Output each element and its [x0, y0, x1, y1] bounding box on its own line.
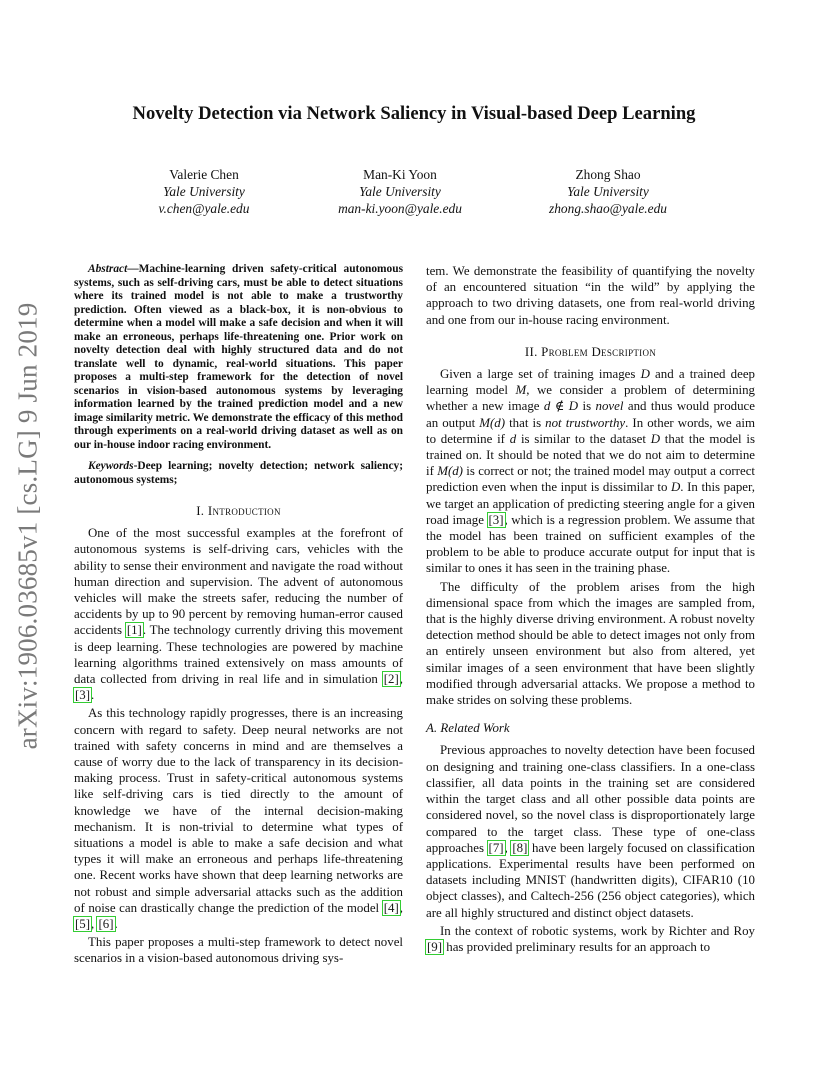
section-heading-introduction: I. Introduction [196, 504, 281, 518]
author-block [94, 166, 314, 217]
keywords [74, 460, 403, 487]
citation-link[interactable]: [4] [383, 900, 399, 915]
paragraph: As this technology rapidly progresses, there is an increasing concern with regard to safety. Deep neural networks are not trained with safety concerns in mind and are themselves a cause of worry due to the lack of transparency in its decision-making process. Trust in safety-critical autonomous systems like self-driving cars is tied directly to the amount of knowledge we have of the internal decision-making mechanism. It is non-trivial to determine what types of situations a model is able to make a safe decision and what types it will make an erroneous and perhaps life-threatening one. Recent works have shown that deep learning networks are not robust and simple adversarial attacks such as the addition of noise can drastically change the prediction of the model [4], [5], [6]. [74, 706, 403, 932]
section-heading-problem-description: II. Problem Description [524, 344, 657, 359]
paragraph: Previous approaches to novelty detection have been focused on designing and training one-class classifiers. In a one-class classifier, all data points in the training set are considered within the target class and all other possible data points are considered novel, so the novel class is disproportionately large compared to the target class. These type of one-class approaches [7], [8] have been largely focused on classification applications. Experimental results have been performed on datasets including MNIST (handwritten digits), CIFAR10 (10 object classes), and Caltech-256 (256 object categories), which are all highly structured and distinct object datasets. [426, 743, 755, 920]
math: M(d) [437, 464, 463, 479]
author-affiliation: Yale University [359, 184, 441, 199]
paragraph: In the context of robotic systems, work by Richter and Roy [9] has provided preliminary results for an approach to [427, 923, 755, 954]
author-affiliation: Yale University [163, 184, 245, 199]
author-name: Zhong Shao [575, 167, 641, 182]
abstract [74, 263, 403, 452]
subsection-heading-related-work: A. Related Work [426, 721, 510, 736]
arxiv-stamp-text: arXiv:1906.03685v1 [cs.LG] 9 Jun 2019 [12, 302, 43, 750]
paragraph: Given a large set of training images D and a trained deep learning model M, we consider a problem of determining whether a new image d ∉ D is novel and thus would produce an output M(d) that is not trustworthy. In other words, we aim to determine if d is similar to the dataset D that the model is trained on. It should be noted that we do not aim to determine if M(d) is correct or not; the trained model may output a correct prediction even when the input is dissimilar to D. In this paper, we target an application of predicting steering angle for a given road image [3], which is a regression problem. We assume that the model has been trained on sufficient examples of the problem to be able to produce accurate output for input that is similar to ones it has seen in the training phase. [426, 367, 755, 576]
math: M [515, 383, 527, 398]
author-email: zhong.shao@yale.edu [549, 201, 667, 216]
citation-link[interactable]: [2] [383, 672, 399, 687]
left-column [74, 263, 403, 967]
citation-link[interactable]: [5] [75, 917, 91, 932]
author-name: Man-Ki Yoon [363, 167, 437, 182]
author-affiliation: Yale University [567, 184, 649, 199]
abstract-text: —Machine-learning driven safety-critical autonomous systems, such as self-driving cars, must be able to detect situations where its trained model is not able to make a trustworthy prediction. Often viewed as a black-box, it is non-obvious to determine when a model will make a safe decision and when it will make an erroneous, perhaps life-threatening one. Prior work on novelty detection deal with highly structured data and do not translate well to dynamic, real-world situations. This paper proposes a multi-step framework for the detection of novel scenarios in vision-based autonomous systems by leveraging information learned by the trained prediction model and a new image similarity metric. We demonstrate the efficacy of this method through experiments on a real-world driving dataset as well as on our in-house indoor racing environment. [74, 263, 403, 451]
paragraph: This paper proposes a multi-step framework to detect novel scenarios in a vision-based autonomous driving sys- [74, 935, 403, 966]
math: d ∉ D [543, 399, 579, 414]
citation-link[interactable]: [1] [126, 623, 142, 638]
citation-link[interactable]: [6] [98, 917, 114, 932]
author-email: v.chen@yale.edu [158, 201, 250, 216]
abstract-label: Abstract [88, 263, 128, 275]
citation-link[interactable]: [9] [427, 939, 443, 954]
math: M(d) [479, 415, 506, 430]
keywords-text: -Deep learning; novelty detection; network saliency; autonomous systems; [74, 460, 403, 486]
citation-link[interactable]: [8] [512, 840, 528, 855]
math: D [640, 367, 650, 382]
citation-link[interactable]: [3] [75, 688, 91, 703]
right-column [426, 263, 755, 955]
paragraph: The difficulty of the problem arises from the high dimensional space from which the images are sampled from, that is the highly diverse driving environment. A robust novelty detection method should be able to detect images not only from an entirely unseen environment but also from altered, yet similar images of a seen environment that have been slightly modified through adversarial attacks. We propose a method to make strides on solving these problems. [426, 579, 755, 708]
citation-link[interactable]: [3] [488, 512, 504, 527]
math: d [509, 431, 517, 446]
author-block [498, 166, 718, 217]
citation-link[interactable]: [7] [488, 840, 504, 855]
math: D [650, 431, 661, 446]
paragraph: One of the most successful examples at the forefront of autonomous systems is self-driving cars, vehicles with the ability to sense their environment and navigate the road without human direction and supervision. The advent of autonomous vehicles will make the streets safer, reducing the number of accidents by up to 90 percent by removing human-error caused accidents [1]. The technology currently driving this movement is deep learning. These technologies are powered by machine learning algorithms trained extensively on mass amounts of data collected from driving in real life and in simulation [2], [3]. [74, 526, 404, 703]
author-email: man-ki.yoon@yale.edu [338, 201, 462, 216]
keywords-label: Keywords [88, 460, 134, 472]
author-name: Valerie Chen [169, 167, 239, 182]
paper-title: Novelty Detection via Network Saliency in Visual-based Deep Learning [132, 103, 696, 124]
arxiv-stamp [8, 296, 48, 756]
paragraph: tem. We demonstrate the feasibility of quantifying the novelty of an encountered situation “in the wild” by applying the approach to two driving datasets, one from real-world driving and one from our in-house racing environment. [426, 264, 755, 327]
math: D [670, 480, 681, 495]
author-block [290, 166, 510, 217]
